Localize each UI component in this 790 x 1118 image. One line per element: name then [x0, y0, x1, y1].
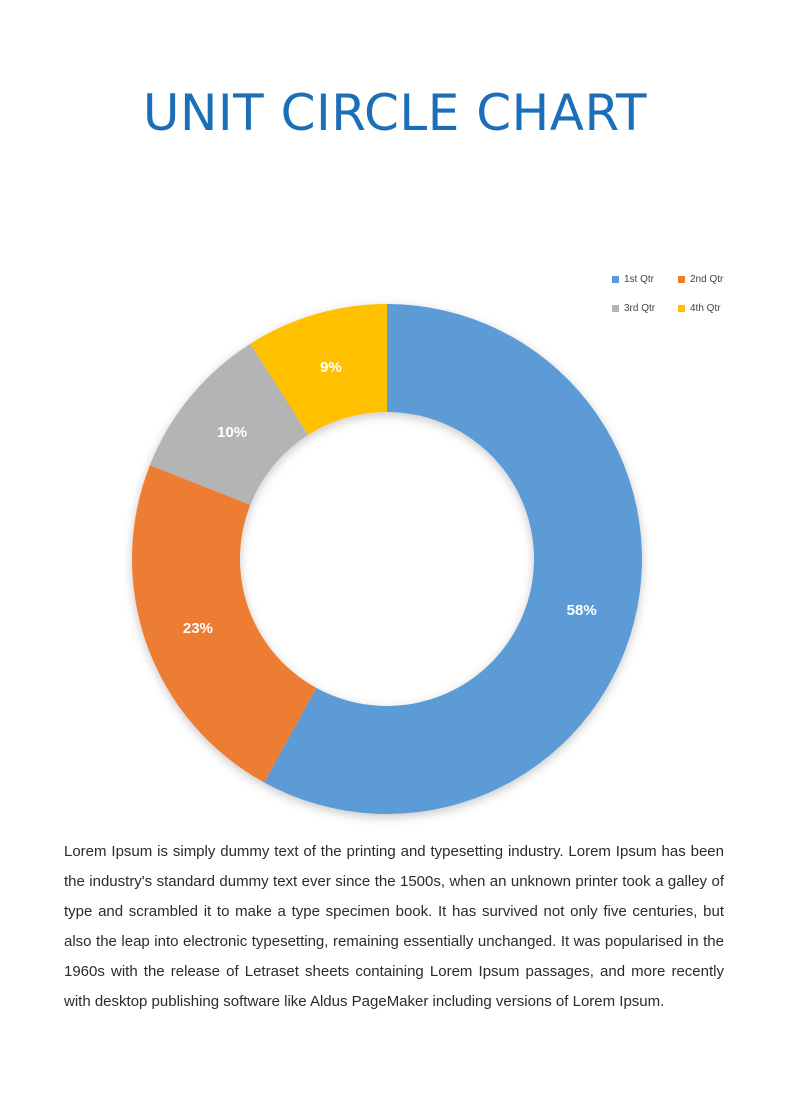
legend-item-4th-qtr: [678, 303, 721, 314]
legend-label: 3rd Qtr: [624, 303, 656, 314]
slice-2nd-qtr: [132, 465, 316, 782]
page-title: UNIT CIRCLE CHART: [142, 84, 648, 142]
legend-label: 2nd Qtr: [690, 274, 724, 285]
chart-slices: [132, 304, 642, 814]
legend-item-3rd-qtr: [612, 303, 655, 314]
legend-label: 4th Qtr: [690, 303, 721, 314]
legend-swatch: [678, 276, 685, 283]
body-paragraph: Lorem Ipsum is simply dummy text of the printing and typesetting industry. Lorem Ipsum has been the industry's standard dummy text ever since the 1500s, when an unknown printer took a galley of type and scrambled it to make a type specimen book. It has survived not only five centuries, but also the leap into electronic typesetting, remaining essentially unchanged. It was popularised in the 1960s with the release of Letraset sheets containing Lorem Ipsum passages, and more recently with desktop publishing software like Aldus PageMaker including versions of Lorem Ipsum.: [64, 843, 724, 1010]
legend-swatch: [612, 305, 619, 312]
data-label-3rd-qtr: 10%: [217, 423, 248, 441]
legend-swatch: [612, 276, 619, 283]
data-label-4th-qtr: 9%: [320, 358, 342, 376]
legend-item-2nd-qtr: [678, 274, 723, 285]
data-label-1st-qtr: 58%: [566, 601, 597, 619]
legend-label: 1st Qtr: [624, 274, 655, 285]
data-label-2nd-qtr: 23%: [182, 620, 213, 638]
legend-item-1st-qtr: [612, 274, 654, 285]
legend-swatch: [678, 305, 685, 312]
